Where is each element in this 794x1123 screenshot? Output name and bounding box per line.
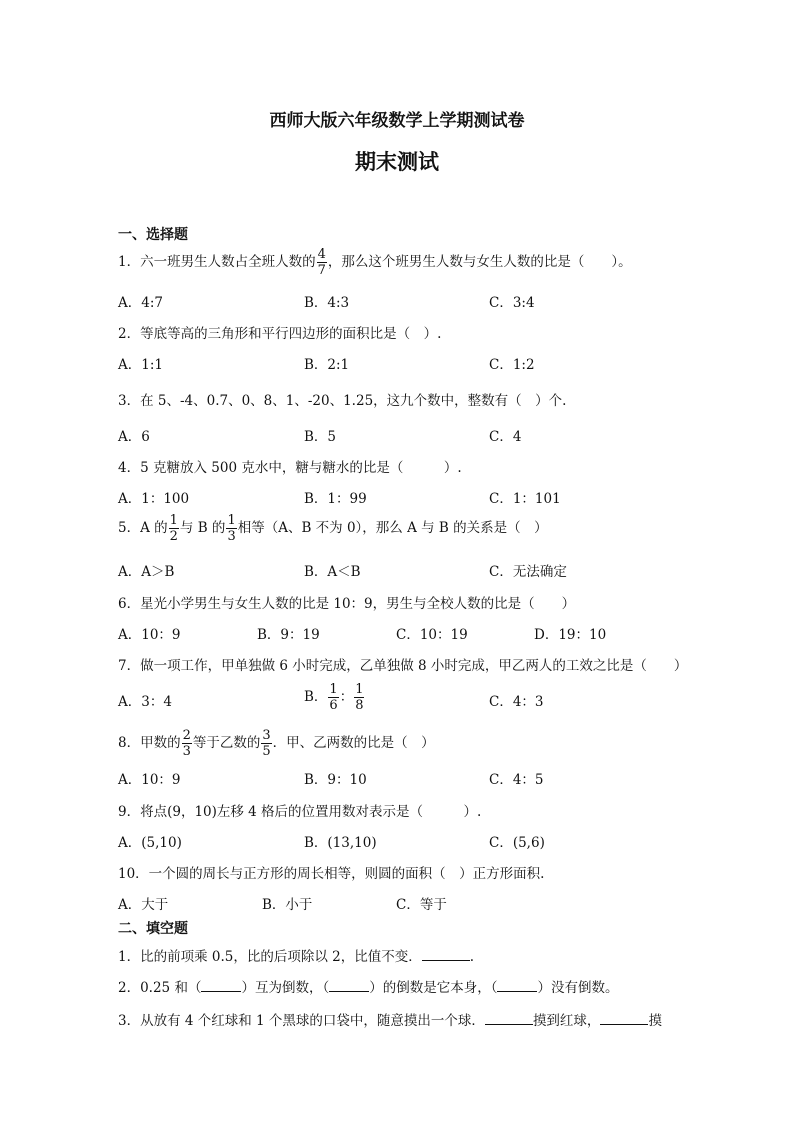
q7-option-b-label: B．: [304, 689, 328, 705]
q6-option-c[interactable]: C．10：19: [396, 627, 468, 643]
answer-blank[interactable]: [422, 948, 470, 961]
answer-blank[interactable]: [485, 1012, 533, 1025]
fill-question-2: [118, 976, 618, 996]
ratio-colon: ：: [339, 689, 354, 705]
fraction: $\frac{1}{8}$: [355, 682, 364, 713]
fill-question-2-text-d: ）没有倒数。: [537, 980, 619, 996]
question-8: [118, 729, 435, 758]
q4-option-b[interactable]: B．1：99: [304, 491, 367, 507]
fraction: $\frac{1}{2}$: [169, 513, 178, 544]
fill-question-3-text-a: 3．从放有 4 个红球和 1 个黑球的口袋中，随意摸出一个球．: [118, 1013, 485, 1029]
q10-option-b[interactable]: B．小于: [262, 897, 313, 913]
q7-option-c[interactable]: C．4：3: [489, 694, 544, 710]
q9-option-c[interactable]: C．(5,6): [489, 835, 545, 851]
section-choice-heading: 一、选择题: [118, 227, 188, 243]
question-10: 10．一个圆的周长与正方形的周长相等，则圆的面积（ ）正方形面积.: [118, 866, 545, 882]
q2-option-b[interactable]: B．2:1: [304, 357, 350, 373]
q6-option-d[interactable]: D．19：10: [534, 627, 607, 643]
question-8-text: 8．甲数的: [118, 735, 181, 751]
section-fill-heading: 二、填空题: [118, 921, 188, 937]
fill-question-3: [118, 1009, 662, 1029]
question-1-text: 1．六一班男生人数占全班人数的: [118, 254, 316, 270]
q10-option-c[interactable]: C．等于: [396, 897, 447, 913]
question-5-text: 5．A 的: [118, 520, 168, 536]
answer-blank[interactable]: [497, 979, 537, 992]
question-6: 6．星光小学男生与女生人数的比是 10：9，男生与全校人数的比是（ ）: [118, 596, 576, 612]
q10-option-a[interactable]: A．大于: [118, 897, 169, 913]
fraction: $\frac{4}{7}$: [317, 247, 326, 278]
q5-option-c[interactable]: C．无法确定: [489, 564, 567, 580]
question-3: 3．在 5、-4、0.7、0、8、1、-20、1.25，这九个数中，整数有（ ）个.: [118, 393, 567, 409]
q4-option-c[interactable]: C．1：101: [489, 491, 561, 507]
question-5: [118, 514, 548, 543]
q6-option-a[interactable]: A．10：9: [118, 627, 181, 643]
fill-question-1: [118, 945, 474, 965]
q3-option-b[interactable]: B．5: [304, 429, 337, 445]
q4-option-a[interactable]: A．1：100: [118, 491, 190, 507]
question-4: 4．5 克糖放入 500 克水中，糖与糖水的比是（ ）.: [118, 460, 462, 476]
q3-option-a[interactable]: A．6: [118, 429, 150, 445]
fraction: $\frac{1}{3}$: [227, 513, 236, 544]
fill-question-1-text: 1．比的前项乘 0.5，比的后项除以 2，比值不变．: [118, 949, 422, 965]
fraction: $\frac{3}{5}$: [262, 728, 271, 759]
question-9: 9．将点(9，10)左移 4 格后的位置用数对表示是（ ）.: [118, 804, 482, 820]
fraction: $\frac{2}{3}$: [182, 728, 191, 759]
fraction: $\frac{1}{6}$: [329, 682, 338, 713]
q5-option-a[interactable]: A．A＞B: [118, 564, 175, 580]
q7-option-b[interactable]: [304, 683, 365, 712]
q1-option-a[interactable]: A．4:7: [118, 295, 163, 311]
fill-question-3-text-b: 摸到红球，: [532, 1013, 601, 1029]
q1-option-c[interactable]: C．3:4: [489, 295, 535, 311]
q7-option-a[interactable]: A．3：4: [118, 694, 172, 710]
fill-question-2-text-a: 2．0.25 和（: [118, 980, 202, 996]
fill-question-1-end: .: [469, 949, 475, 965]
fill-question-3-text-c: 摸: [648, 1013, 662, 1029]
question-8-text-mid: 等于乙数的: [192, 735, 261, 751]
q3-option-c[interactable]: C．4: [489, 429, 522, 445]
exam-title: 西师大版六年级数学上学期测试卷: [269, 111, 525, 131]
answer-blank[interactable]: [600, 1012, 648, 1025]
q9-option-b[interactable]: B．(13,10): [304, 835, 377, 851]
question-5-text-mid: 与 B 的: [179, 520, 226, 536]
q8-option-a[interactable]: A．10：9: [118, 772, 181, 788]
question-8-text-end: ．甲、乙两数的比是（ ）: [272, 735, 435, 751]
q5-option-b[interactable]: B．A＜B: [304, 564, 361, 580]
question-1-text-end: ，那么这个班男生人数与女生人数的比是（ ）。: [327, 254, 632, 270]
fill-question-2-text-b: ）互为倒数，（: [241, 980, 330, 996]
fill-question-2-text-c: ）的倒数是它本身，（: [369, 980, 498, 996]
question-5-text-end: 相等（A、B 不为 0），那么 A 与 B 的关系是（ ）: [237, 520, 548, 536]
q8-option-b[interactable]: B．9：10: [304, 772, 367, 788]
q6-option-b[interactable]: B．9：19: [257, 627, 320, 643]
q2-option-a[interactable]: A．1:1: [118, 357, 163, 373]
q2-option-c[interactable]: C．1:2: [489, 357, 535, 373]
q9-option-a[interactable]: A．(5,10): [118, 835, 182, 851]
question-1: [118, 248, 632, 277]
exam-subtitle: 期末测试: [355, 149, 439, 174]
q1-option-b[interactable]: B．4:3: [304, 295, 350, 311]
question-7: 7．做一项工作，甲单独做 6 小时完成，乙单独做 8 小时完成，甲乙两人的工效之比是（ ）: [118, 658, 688, 674]
answer-blank[interactable]: [201, 979, 241, 992]
q8-option-c[interactable]: C．4：5: [489, 772, 544, 788]
answer-blank[interactable]: [329, 979, 369, 992]
question-2: 2．等底等高的三角形和平行四边形的面积比是（ ）.: [118, 326, 442, 342]
